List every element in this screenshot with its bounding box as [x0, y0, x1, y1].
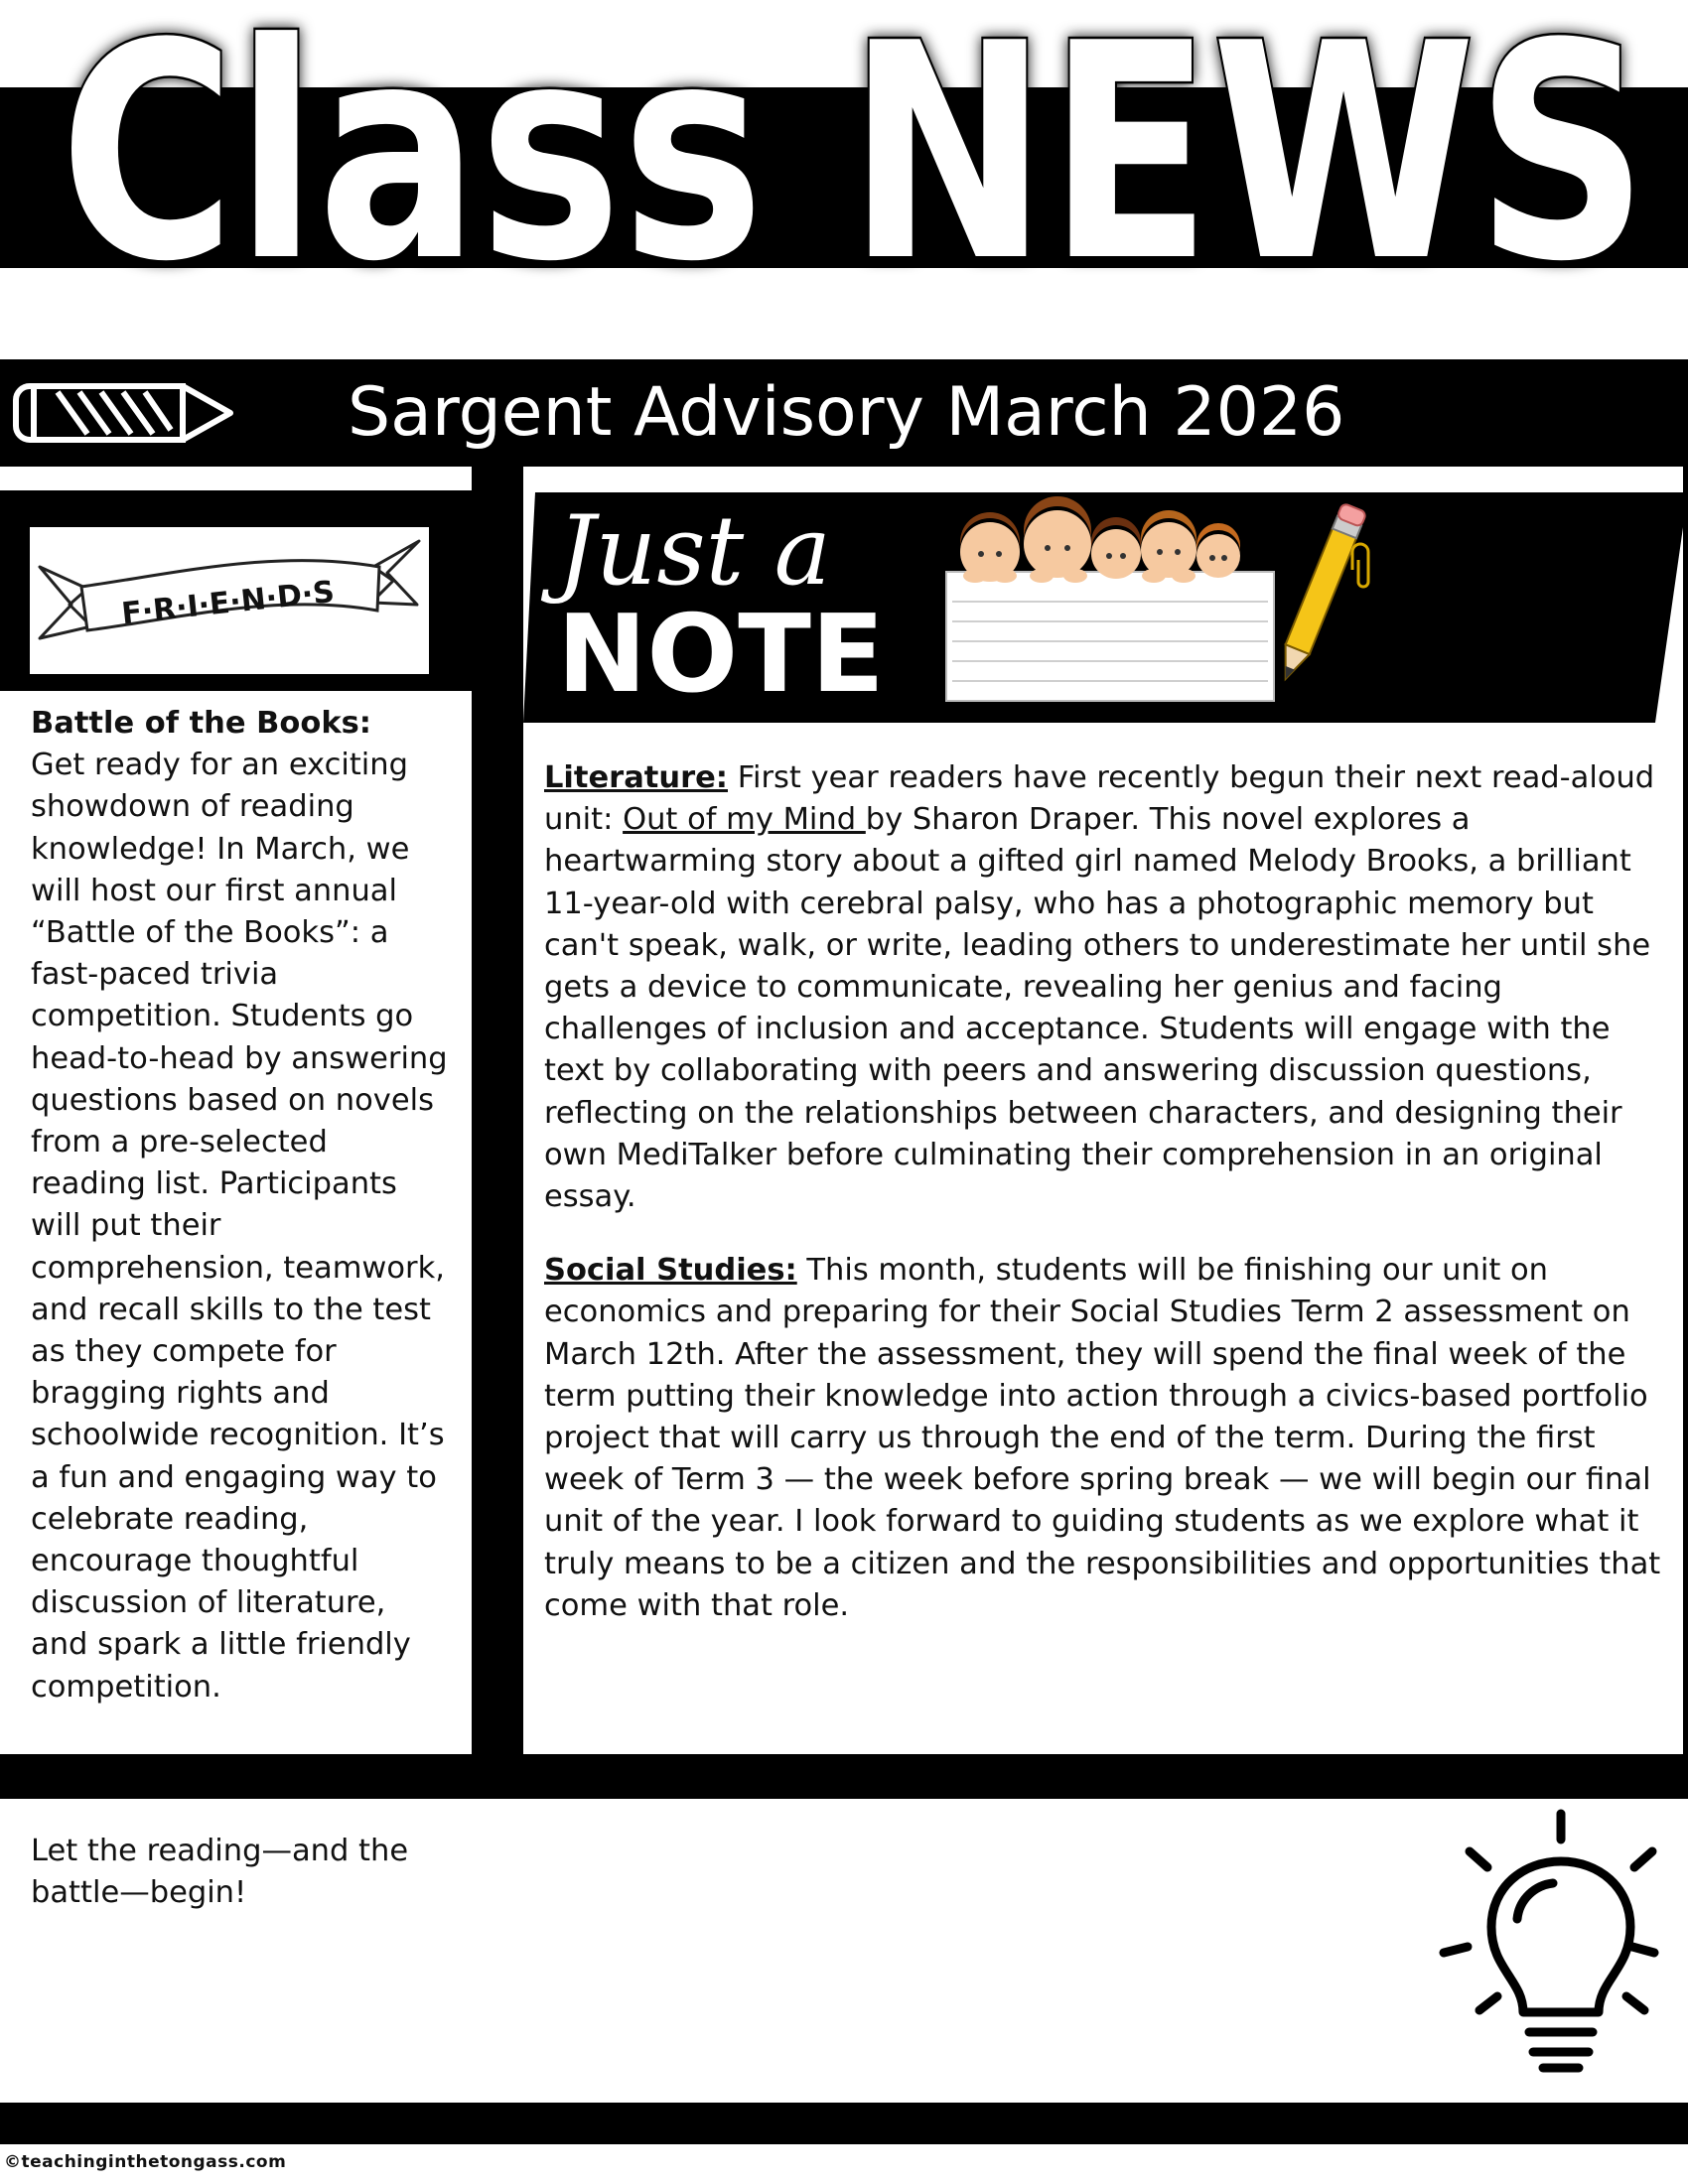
literature-body: by Sharon Draper. This novel explores a heartwarming story about a gifted girl named Melody Brooks, a brilliant 11-year-old with cerebral palsy, who has a photographic memory but can't speak, walk, or write, leading others to underestimate her until she gets a device to communicate, revealing her genius and facing challenges of inclusion and acceptance. Students will engage with the text by collaborating with peers and answering discussion questions, reflecting on the relationships between characters, and designing their own MediTalker before culminating their comprehension in an original essay.	[544, 802, 1651, 1215]
note-line2: NOTE	[557, 593, 885, 717]
social-studies-label: Social Studies:	[544, 1253, 797, 1289]
social-studies-paragraph	[544, 1250, 1671, 1627]
friends-logo-text: F·R·I·E·N·D·S	[119, 574, 337, 632]
literature-label: Literature:	[544, 760, 728, 795]
battle-of-books-body: Get ready for an exciting showdown of reading knowledge! In March, we will host our first annual “Battle of the Books”: a fast-paced trivia competition. Students go head-to-head by answering questions based on novels from a pre-selected reading list. Participants will put their comprehension, teamwork, and recall skills to the test as they compete for bragging rights and schoolwide recognition. It’s a fun and engaging way to celebrate reading, encourage thoughtful discussion of literature, and spark a little friendly competition.	[31, 748, 448, 1705]
battle-of-books-article	[31, 703, 448, 1708]
subtitle: Sargent Advisory March 2026	[348, 373, 1345, 452]
note-line1: Just a	[557, 495, 831, 607]
literature-paragraph	[544, 757, 1671, 1218]
copyright-text: ©teachinginthetongass.com	[4, 2152, 287, 2172]
left-column-frame	[0, 490, 472, 520]
closing-line: Let the reading—and the battle—begin!	[31, 1834, 409, 1911]
book-title: Out of my Mind	[623, 802, 866, 838]
masthead-title	[30, 0, 1678, 298]
battle-of-books-heading: Battle of the Books:	[31, 706, 371, 741]
just-a-note-banner	[523, 492, 1688, 723]
bottom-divider-band	[0, 1754, 1688, 1799]
literature-intro: First year readers have recently begun their next read-aloud unit:	[544, 760, 1655, 838]
column-divider	[472, 467, 523, 1757]
footer-band	[0, 2103, 1688, 2144]
pencil-icon	[12, 382, 235, 444]
masthead-title-text: Class NEWS	[60, 0, 1648, 298]
lightbulb-icon	[1430, 1802, 1663, 2085]
social-studies-body: This month, students will be finishing our unit on economics and preparing for their Social Studies Term 2 assessment on March 12th. After the assessment, they will spend the final week of the term putting their knowledge into action through a civics-based portfolio project that will carry us through the end of the term. During the first week of Term 3 — the week before spring break — we will begin our final unit of the year. I look forward to guiding students as we explore what it truly means to be a citizen and the responsibilities and opportunities that come with that role.	[544, 1253, 1661, 1623]
main-articles	[544, 757, 1671, 1659]
friends-logo	[30, 527, 429, 674]
